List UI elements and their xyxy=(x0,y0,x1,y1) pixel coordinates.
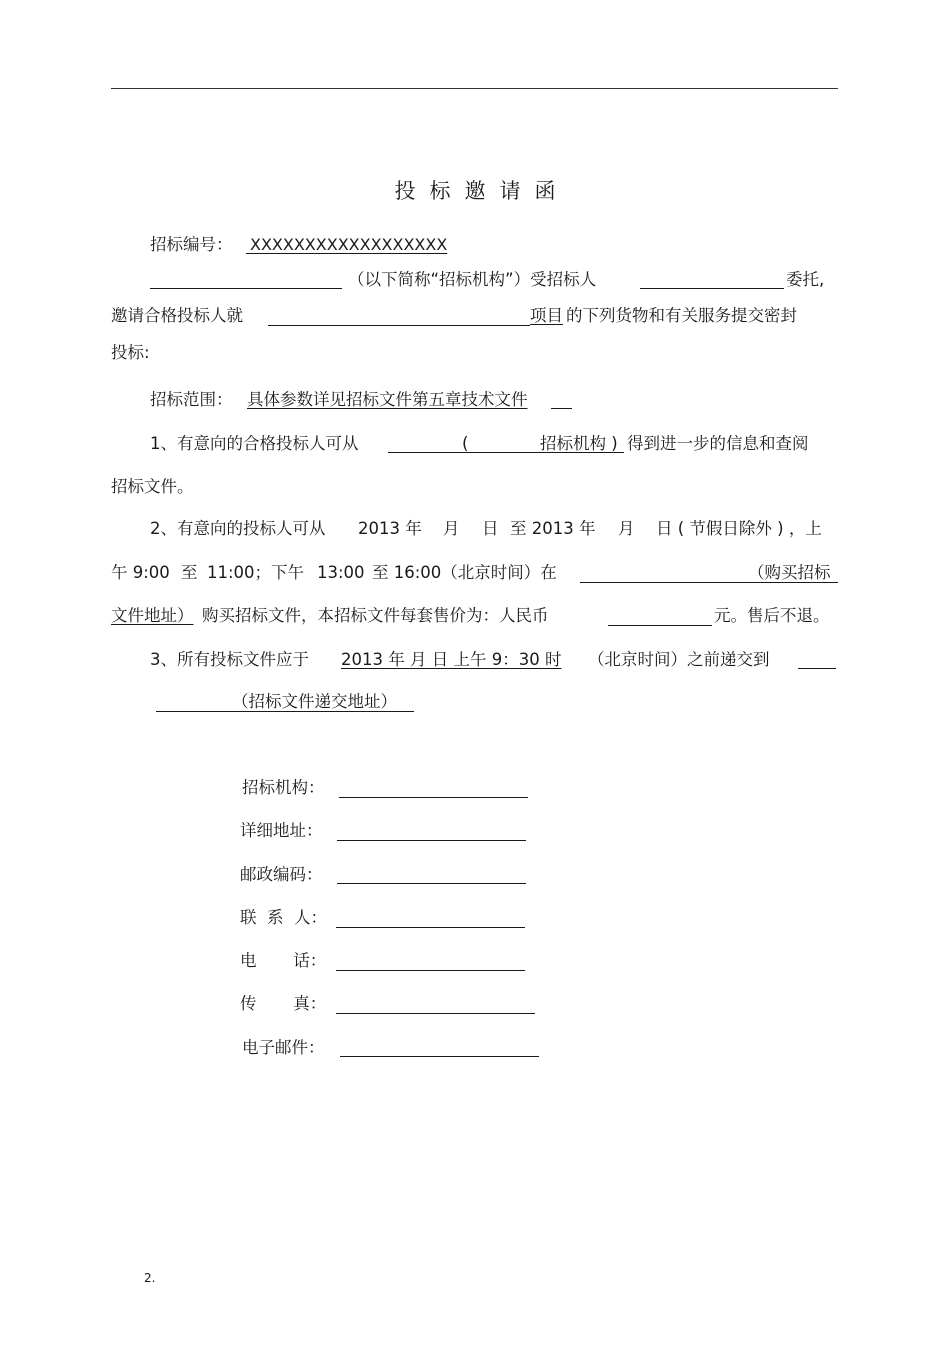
scope-label: 招标范围： xyxy=(150,390,233,409)
item2-end-day: 日 ( 节假日除外 ) ，上 xyxy=(656,519,822,538)
bid-number-underline-lead xyxy=(246,253,250,254)
agency-blank xyxy=(150,288,342,289)
contact-email-blank xyxy=(340,1056,539,1057)
scope-value: 具体参数详见招标文件第五章技术文件 xyxy=(247,390,528,409)
intro-text-d: 项目 xyxy=(530,306,563,325)
contact-phone-label: 电 话： xyxy=(240,951,327,970)
item1-text-d: 得到进一步的信息和查阅 xyxy=(627,434,809,453)
item2-start-day: 日 xyxy=(482,519,499,538)
header-rule xyxy=(111,88,838,89)
intro-text-a: （以下简称“招标机构”）受招标人 xyxy=(348,270,597,289)
item3-text-d: （招标文件递交地址） xyxy=(232,692,397,711)
item2-text-a: 2、有意向的投标人可从 xyxy=(150,519,326,538)
intro-text-e: 的下列货物和有关服务提交密封 xyxy=(566,306,797,325)
item2-text-p: 元。售后不退。 xyxy=(714,606,830,625)
item2-text-n: 文件地址） xyxy=(111,606,194,625)
intro-text-c: 邀请合格投标人就 xyxy=(111,306,243,325)
contact-postcode-label: 邮政编码： xyxy=(240,865,323,884)
item2-text-m: （购买招标 xyxy=(748,563,831,582)
contact-fax-blank xyxy=(336,1013,535,1014)
item2-afternoon-start: 13:00 xyxy=(317,563,365,582)
intro-text-f: 投标: xyxy=(111,343,150,362)
item2-text-o: 购买招标文件，本招标文件每套售价为：人民币 xyxy=(202,606,549,625)
scope-underline-tail xyxy=(551,408,572,409)
item3-deadline: 2013 年 月 日 上午 9：30 时 xyxy=(341,650,562,669)
contact-address-blank xyxy=(337,840,526,841)
contact-address-label: 详细地址： xyxy=(240,821,323,840)
delivery-blank-1 xyxy=(798,668,836,669)
contact-person-label: 联 系 人： xyxy=(240,908,327,927)
item2-start-month: 月 xyxy=(443,519,460,538)
document-title: 投标邀请函 xyxy=(394,179,570,203)
item1-text-e: 招标文件。 xyxy=(111,477,194,496)
item1-agency: 招标机构 ) xyxy=(540,434,618,453)
item2-start-year: 2013 年 xyxy=(358,519,422,538)
contact-person-blank xyxy=(336,927,525,928)
item2-end-month: 月 xyxy=(618,519,635,538)
contact-postcode-blank xyxy=(337,883,526,884)
contact-agency-blank xyxy=(339,797,528,798)
intro-text-b: 委托, xyxy=(786,270,825,289)
bid-number-label: 招标编号： xyxy=(150,235,233,254)
item2-end-year: 至 2013 年 xyxy=(510,519,596,538)
item2-morning: 午 9:00 xyxy=(111,563,170,582)
item1-paren: ( xyxy=(462,434,469,453)
contact-fax-label: 传 真： xyxy=(240,994,327,1013)
page-number: 2. xyxy=(144,1271,156,1285)
item2-to-1: 至 xyxy=(181,563,198,582)
contact-agency-label: 招标机构： xyxy=(242,778,325,797)
item2-text-l: 至 16:00（北京时间）在 xyxy=(372,563,557,582)
item3-text-a: 3、所有投标文件应于 xyxy=(150,650,309,669)
item2-afternoon: 11:00；下午 xyxy=(207,563,305,582)
tenderee-blank xyxy=(640,288,784,289)
contact-phone-blank xyxy=(336,970,525,971)
contact-email-label: 电子邮件： xyxy=(242,1038,325,1057)
project-blank xyxy=(268,325,530,326)
item1-text-a: 1、有意向的合格投标人可从 xyxy=(150,434,359,453)
item3-text-c: （北京时间）之前递交到 xyxy=(588,650,770,669)
price-blank xyxy=(608,625,712,626)
bid-number-value: XXXXXXXXXXXXXXXXXX xyxy=(250,235,448,254)
